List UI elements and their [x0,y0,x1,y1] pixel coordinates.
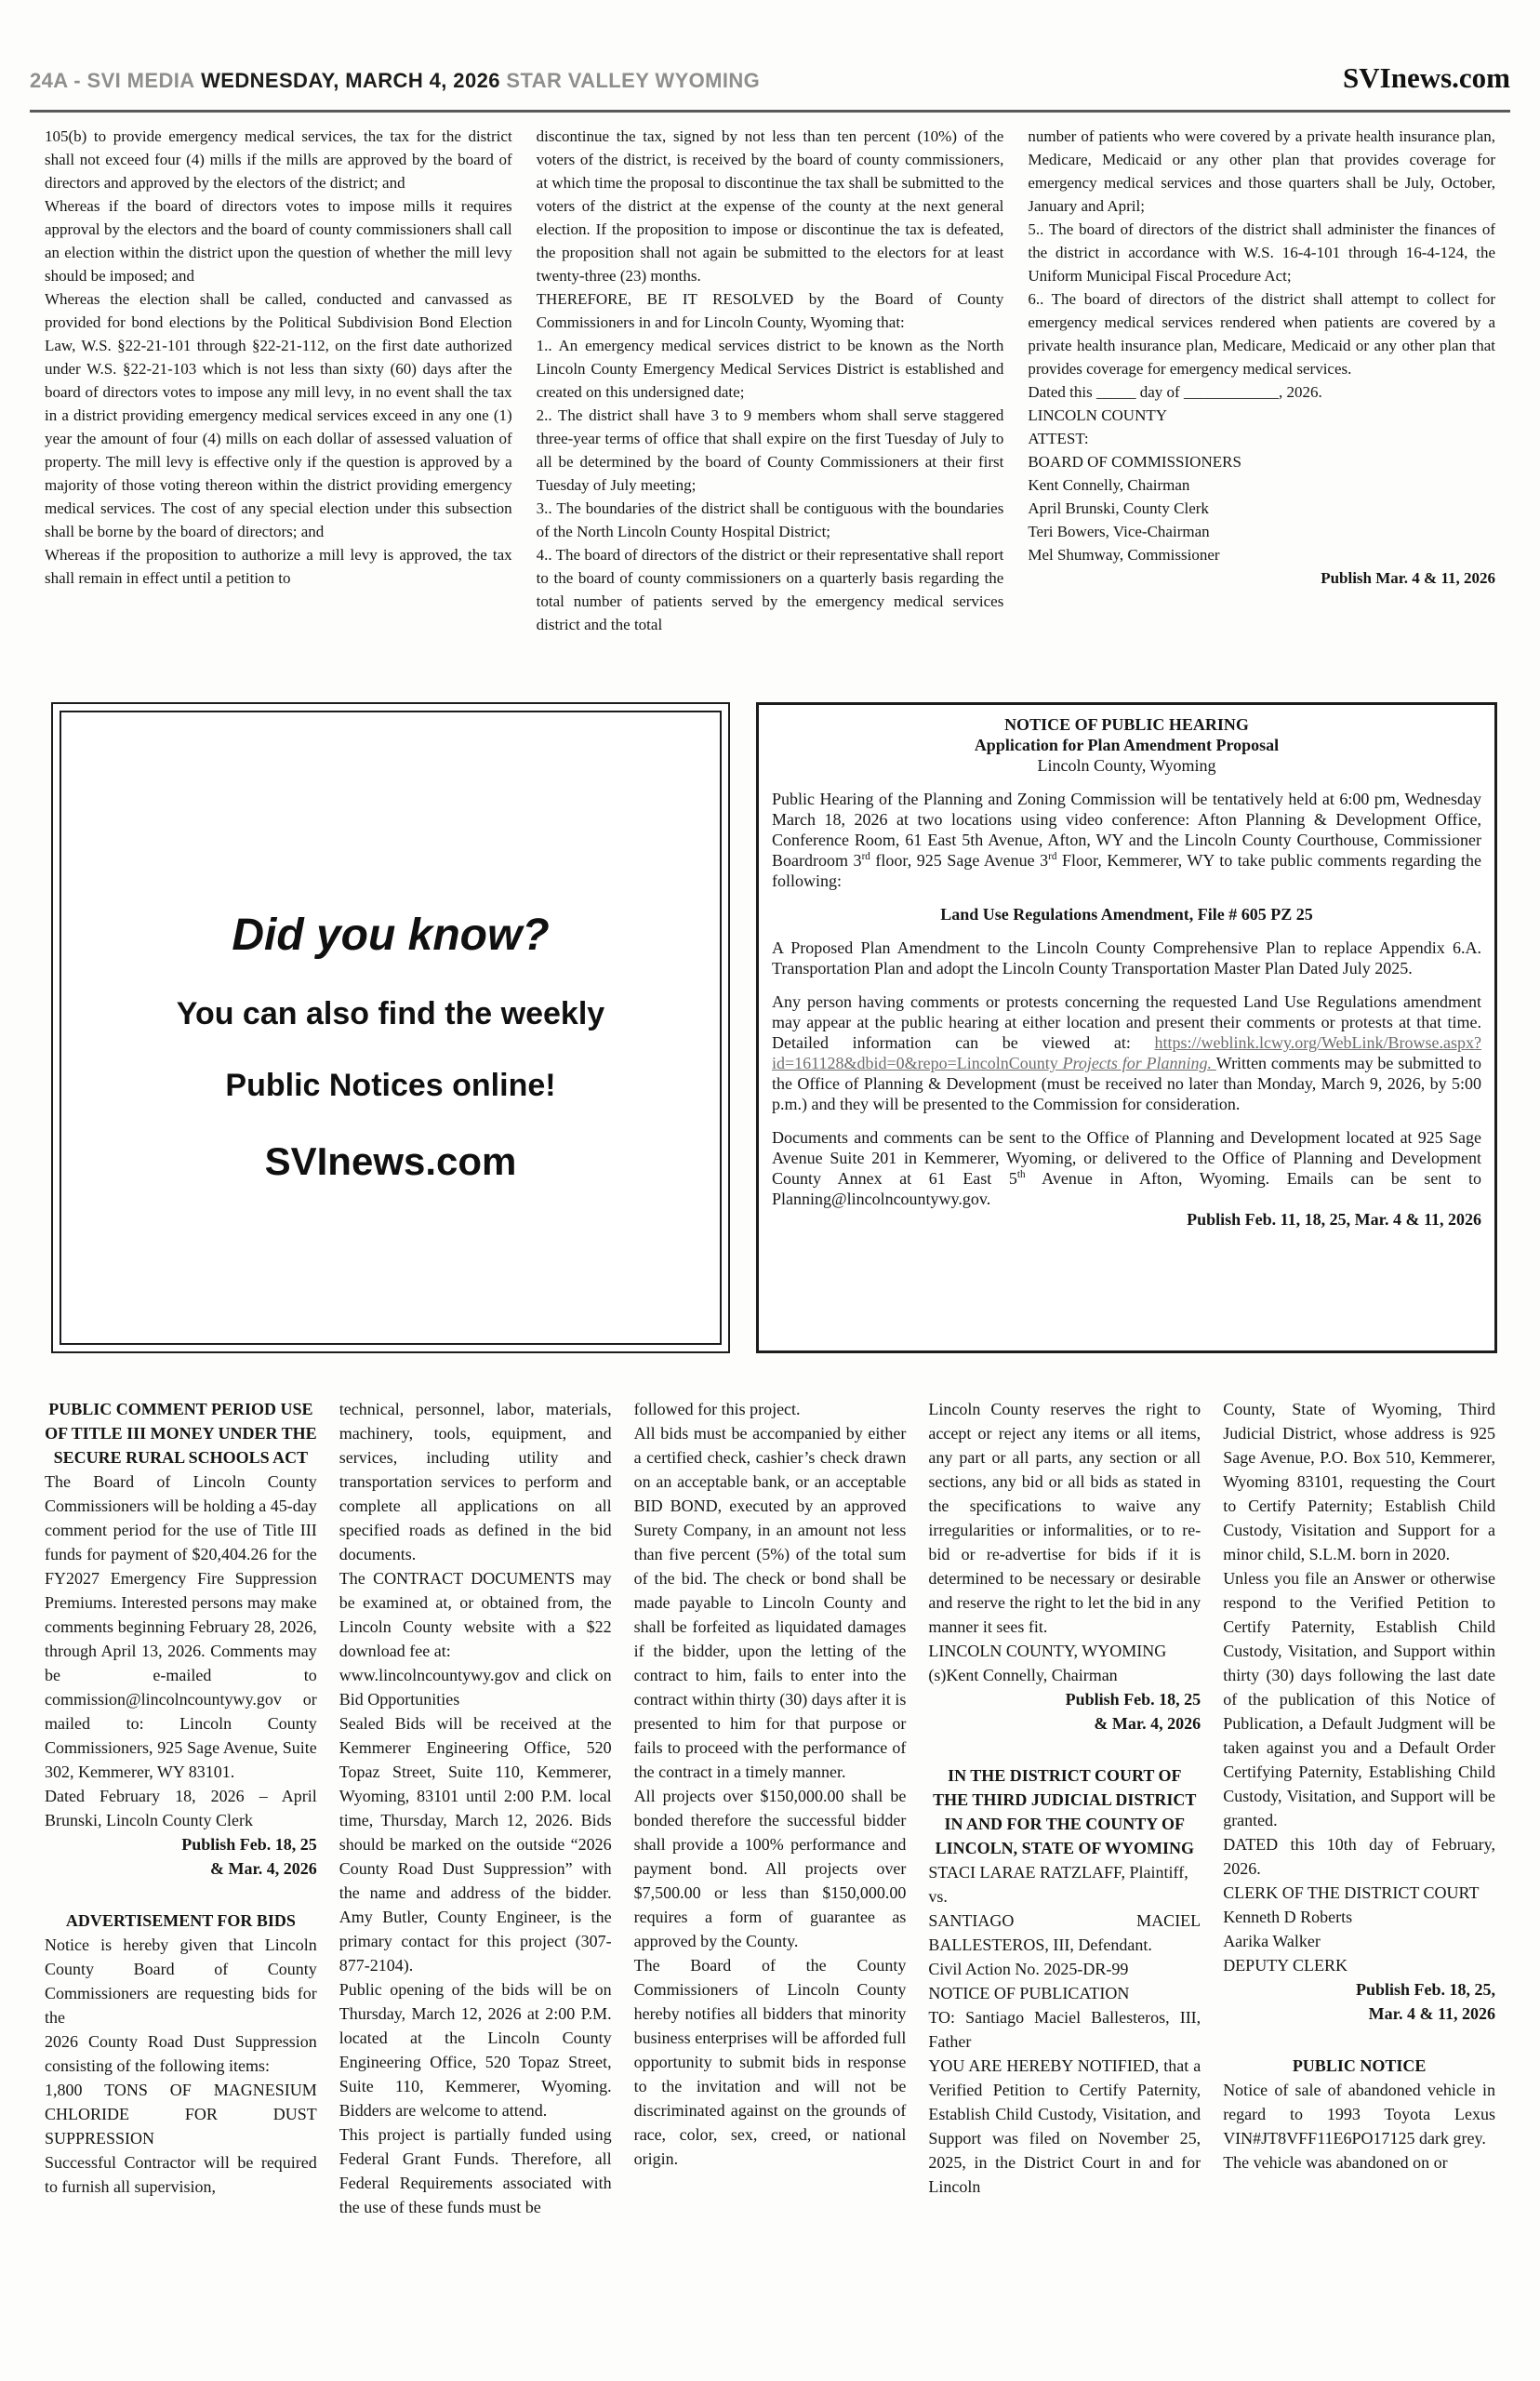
publish-line: Publish Feb. 18, 25, [1355,1980,1495,1999]
did-you-know-line-2: Public Notices online! [225,1067,556,1103]
notice-paragraph: followed for this project. [633,1400,801,1418]
notice-paragraph: Unless you file an Answer or otherwise respond to the Verified Petition to Certify Paternity, Establish Child Custody, Visitation, and Support within thirty (30) days following the last date of the publication of this Notice of Publication, a Default Judgment will be taken against you and a Default Order Certifying Paternity, Establishing Child Custody, Visitation, and Support will be granted. [1223,1569,1495,1829]
notice-paragraph: NOTICE OF PUBLICATION [928,1984,1130,2002]
notice-paragraph: Whereas the election shall be called, conducted and canvassed as provided for bond elections by the Political Subdivision Bond Election Law, W.S. §22-21-101 through §22-21-112, on the first date authorized under W.S. §22-21-103 which is not less than sixty (60) days after the board of directors votes to impose any mill levy, in no event shall the tax in a district providing emergency medical services exceed in any one (1) year the amount of four (4) mills on each dollar of assessed valuation of property. The mill levy is effective only if the question is approved by a majority of those voting thereon within the district providing emergency medical services. The cost of any special election under this subsection shall be borne by the board of directors; and [45,290,512,540]
notice-paragraph: 1.. An emergency medical services district to be known as the North Lincoln County Emergency Medical Services District is established and created on this undersigned date; [536,337,1004,401]
notice-paragraph: April Brunski, County Clerk [1028,499,1209,517]
notice-paragraph: The Board of Lincoln County Commissioners will be holding a 45-day comment period for the use of Title III funds for payment of $20,404.26 for the FY2027 Emergency Fire Suppression Premiums. Interested persons may make comments beginning February 28, 2026, through April 13, 2026. Comments may be e-mailed to commission@lincolncountywy.gov or mailed to: Lincoln County Commissioners, 925 Sage Avenue, Suite 302, Kemmerer, WY 83101. [45,1472,317,1781]
notice-paragraph: Lincoln County reserves the right to accept or reject any items or all items, any part or all parts, any section or all sections, any bid or all bids as stated in the specifications to waive any irregularities or informalities, or to re-bid or re-advertise for bids if it is determined to be necessary or desirable and reserve the right to let the bid in any manner it sees fit. [928,1400,1201,1636]
ems-notice-column-1 [45,125,512,696]
did-you-know-site: SVInews.com [264,1138,517,1183]
notice-centered-line: NOTICE OF PUBLIC HEARING [1004,715,1249,734]
issue-date: WEDNESDAY, MARCH 4, 2026 [201,69,500,92]
notice-paragraph: YOU ARE HEREBY NOTIFIED, that a Verified Petition to Certify Paternity, Establish Child Custody, Visitation, and Support was filed on November 25, 2025, in the District Court in and for Lincoln [928,2056,1201,2196]
notice-paragraph: STACI LARAE RATZLAFF, Plaintiff, [928,1863,1188,1882]
page-label: 24A - SVI MEDIA [30,69,195,92]
notice-paragraph: Documents and comments can be sent to the Office of Planning and Development located at 925 Sage Avenue Suite 201 in Kemmerer, Wyoming, or delivered to the Office of Planning and Development County Annex at 61 East 5th Avenue in Afton, Wyoming. Emails can be sent to Planning@lincolncountywy.gov. [772,1128,1481,1208]
notice-paragraph: 1,800 TONS OF MAGNESIUM CHLORIDE FOR DUST SUPPRESSION [45,2081,317,2148]
notice-paragraph: BOARD OF COMMISSIONERS [1028,453,1241,471]
header-left [30,69,760,93]
notice-paragraph: Teri Bowers, Vice-Chairman [1028,523,1210,540]
notice-paragraph: This project is partially funded using Federal Grant Funds. Therefore, all Federal Requirements associated with the use of these funds must be [339,2125,612,2216]
notice-paragraph: Whereas if the board of directors votes to impose mills it requires approval by the electors and the board of county commissioners shall call an election within the district upon the question of whether the mill levy should be imposed; and [45,197,512,285]
notice-paragraph: Civil Action No. 2025-DR-99 [928,1960,1129,1978]
notice-paragraph: 6.. The board of directors of the district shall attempt to collect for emergency medical services rendered when patients are covered by a private health insurance plan, Medicare, Medicaid or any other plan that provides coverage for emergency medical services. [1028,290,1495,378]
did-you-know-line-1: You can also find the weekly [176,995,605,1031]
publish-line: Publish Feb. 11, 18, 25, Mar. 4 & 11, 2026 [1187,1210,1481,1229]
header-rule [30,110,1510,113]
notice-paragraph: ATTEST: [1028,430,1089,447]
notice-centered-line: Application for Plan Amendment Proposal [974,736,1280,754]
bottom-column-3 [634,1397,907,2374]
region-label: STAR VALLEY WYOMING [506,69,761,92]
publish-line: & Mar. 4, 2026 [209,1859,317,1878]
notice-heading: PUBLIC COMMENT PERIOD USE OF TITLE III MONEY UNDER THE SECURE RURAL SCHOOLS ACT [45,1400,317,1467]
notice-paragraph: Dated February 18, 2026 – April Brunski, Lincoln County Clerk [45,1787,317,1829]
bottom-column-1 [45,1397,317,2374]
publish-line: Publish Feb. 18, 25 [1065,1690,1201,1709]
notice-paragraph: 2.. The district shall have 3 to 9 members whom shall serve staggered three-year terms of office that shall expire on the first Tuesday of July to all be determined by the board of County Commissioners at their first Tuesday of July meeting; [536,406,1004,494]
notice-paragraph: Notice is hereby given that Lincoln County Board of County Commissioners are requesting bids for the [45,1935,317,2027]
did-you-know-ad [51,702,730,1353]
publish-line: Publish Mar. 4 & 11, 2026 [1321,569,1495,587]
publish-line: Publish Feb. 18, 25 [181,1835,317,1854]
publish-line: & Mar. 4, 2026 [1094,1714,1201,1733]
notice-paragraph: Kent Connelly, Chairman [1028,476,1190,494]
weblink-url[interactable]: https://weblink.lcwy.org/WebLink/Browse.aspx?id=161128&dbid=0&repo=LincolnCounty [772,1033,1481,1072]
ems-notice-column-3 [1028,125,1495,696]
bottom-column-4 [928,1397,1201,2374]
notice-paragraph: Whereas if the proposition to authorize a mill levy is approved, the tax shall remain in effect until a petition to [45,546,512,587]
notice-paragraph: DATED this 10th day of February, 2026. [1223,1835,1495,1878]
site-name: SVInews.com [1343,61,1510,94]
publish-line: Mar. 4 & 11, 2026 [1368,2004,1495,2023]
notice-paragraph: THEREFORE, BE IT RESOLVED by the Board of County Commissioners in and for Lincoln County, Wyoming that: [536,290,1004,331]
notice-centered-line: Land Use Regulations Amendment, File # 605 PZ 25 [940,905,1313,924]
notice-paragraph: 2026 County Road Dust Suppression consisting of the following items: [45,2032,317,2075]
notice-paragraph: Mel Shumway, Commissioner [1028,546,1220,564]
notice-paragraph: technical, personnel, labor, materials, machinery, tools, equipment, and services, including utility and transportation services to perform and complete all applications on all specified roads as defined in the bid documents. [339,1400,612,1563]
notice-paragraph: The Board of the County Commissioners of Lincoln County hereby notifies all bidders that minority business enterprises will be afforded full opportunity to submit bids in response to the invitation and will not be discriminated against on the grounds of race, color, sex, creed, or national origin. [633,1956,907,2168]
notice-paragraph: The CONTRACT DOCUMENTS may be examined at, or obtained from, the Lincoln County website with a $22 download fee at: [339,1569,612,1660]
notice-paragraph: Kenneth D Roberts [1223,1908,1353,1926]
public-hearing-notice [756,702,1497,1353]
notice-paragraph: 4.. The board of directors of the district or their representative shall report to the board of county commissioners on a quarterly basis regarding the total number of patients served by the emergency medical services district and the total [536,546,1004,633]
notice-paragraph: Public opening of the bids will be on Thursday, March 12, 2026 at 2:00 P.M. located at the Lincoln County Engineering Office, 520 Topaz Street, Suite 110, Kemmerer, Wyoming. Bidders are welcome to attend. [339,1980,612,2120]
notice-paragraph: TO: Santiago Maciel Ballesteros, III, Father [928,2008,1201,2051]
bottom-column-5 [1223,1397,1495,2374]
notice-paragraph: Successful Contractor will be required to furnish all supervision, [45,2153,317,2196]
notice-paragraph: SANTIAGO MACIEL BALLESTEROS, III, Defendant. [928,1911,1201,1954]
notice-paragraph: discontinue the tax, signed by not less than ten percent (10%) of the voters of the district, is received by the board of county commissioners, at which time the proposal to discontinue the tax shall be submitted to the voters of the district at the expense of the county at the next general election. If the proposition to impose or discontinue the tax is defeated, the proposition shall not again be submitted to the electors for at least twenty-three (23) months. [536,127,1004,285]
notice-paragraph: A Proposed Plan Amendment to the Lincoln County Comprehensive Plan to replace Appendix 6.A. Transportation Plan and adopt the Lincoln County Transportation Master Plan Dated July 2025. [772,938,1481,978]
notice-paragraph: Dated this _____ day of ____________, 2026. [1028,383,1322,401]
notice-paragraph: Sealed Bids will be received at the Kemmerer Engineering Office, 520 Topaz Street, Suite 110, Kemmerer, Wyoming, 83101 until 2:00 P.M. local time, Thursday, March 12, 2026. Bids should be marked on the outside “2026 County Road Dust Suppression” with the name and address of the bidder. Amy Butler, County Engineer, is the primary contact for this project (307-877-2104). [339,1714,612,1975]
bottom-notices [45,1397,1495,2374]
notice-paragraph: Aarika Walker [1223,1932,1321,1950]
weblink-url[interactable]: Projects for Planning. [1057,1054,1216,1072]
notice-paragraph: www.lincolncountywy.gov and click on Bid Opportunities [339,1666,612,1709]
notice-paragraph: 5.. The board of directors of the district shall administer the finances of the district in accordance with W.S. 16-4-101 through 16-4-124, the Uniform Municipal Fiscal Procedure Act; [1028,220,1495,285]
notice-paragraph: Public Hearing of the Planning and Zoning Commission will be tentatively held at 6:00 pm, Wednesday March 18, 2026 at two locations using video conference: Afton Planning & Development Office, Conference Room, 61 East 5th Avenue, Afton, WY and the Lincoln County Courthouse, Commissioner Boardroom 3rd floor, 925 Sage Avenue 3rd Floor, Kemmerer, WY to take public comments regarding the following: [772,790,1482,890]
notice-centered-line: Lincoln County, Wyoming [1037,756,1216,775]
did-you-know-title: Did you know? [232,910,550,960]
did-you-know-frame [60,711,722,1345]
notice-paragraph: The vehicle was abandoned on or [1223,2153,1448,2172]
notice-heading: ADVERTISEMENT FOR BIDS [65,1911,296,1930]
notice-paragraph: County, State of Wyoming, Third Judicial District, whose address is 925 Sage Avenue, P.O. Box 510, Kemmerer, Wyoming 83101, requesting the Court to Certify Paternity; Establish Child Custody, Visitation and Support for a minor child, S.L.M. born in 2020. [1223,1400,1495,1563]
notice-paragraph: vs. [928,1887,948,1906]
notice-paragraph: All bids must be accompanied by either a certified check, cashier’s check drawn on an acceptable bank, or an acceptable BID BOND, executed by an approved Surety Company, in an amount not less than five percent (5%) of the total sum of the bid. The check or bond shall be made payable to Lincoln County and shall be forfeited as liquidated damages if the bidder, upon the letting of the contract to him, fails to enter into the contract within thirty (30) days after it is presented to him for that purpose or fails to proceed with the performance of the contract in a timely manner. [633,1424,907,1781]
notice-paragraph: Any person having comments or protests concerning the requested Land Use Regulations amendment may appear at the public hearing at either location and present their comments or protests at that time. Detailed information can be viewed at: https://weblink.lcwy.org/WebLink/Browse.aspx?id=161128&dbid=0&repo=LincolnCounty Projects for Planning. Written comments may be submitted to the Office of Planning & Development (must be received no later than Monday, March 9, 2026, by 5:00 p.m.) and they will be presented to the Commission for consideration. [772,992,1481,1113]
page-header [30,61,1510,95]
notice-paragraph: Notice of sale of abandoned vehicle in regard to 1993 Toyota Lexus VIN#JT8VFF11E6PO17125 dark grey. [1223,2081,1495,2148]
ems-notice-column-2 [537,125,1004,696]
notice-paragraph: number of patients who were covered by a private health insurance plan, Medicare, Medicaid or any other plan that provides coverage for emergency medical services and those quarters shall be July, October, January and April; [1028,127,1495,215]
bottom-column-2 [339,1397,612,2374]
notice-paragraph: 105(b) to provide emergency medical services, the tax for the district shall not exceed four (4) mills if the mills are approved by the board of directors and approved by the electors of the district; and [45,127,512,192]
notice-heading: PUBLIC NOTICE [1292,2056,1427,2075]
notice-paragraph: LINCOLN COUNTY, WYOMING [928,1642,1167,1660]
notice-paragraph: 3.. The boundaries of the district shall be contiguous with the boundaries of the North Lincoln County Hospital District; [536,499,1004,540]
notice-heading: IN THE DISTRICT COURT OF THE THIRD JUDICIAL DISTRICT IN AND FOR THE COUNTY OF LINCOLN, STATE OF WYOMING [933,1766,1197,1857]
notice-paragraph: LINCOLN COUNTY [1028,406,1168,424]
notice-paragraph: All projects over $150,000.00 shall be bonded therefore the successful bidder shall provide a 100% performance and payment bond. All projects over $7,500.00 or less than $150,000.00 requires a form of guarantee as approved by the County. [633,1787,907,1950]
notice-paragraph: DEPUTY CLERK [1223,1956,1348,1975]
ems-district-notice [45,125,1495,696]
notice-paragraph: CLERK OF THE DISTRICT COURT [1223,1883,1480,1902]
notice-paragraph: (s)Kent Connelly, Chairman [928,1666,1118,1684]
